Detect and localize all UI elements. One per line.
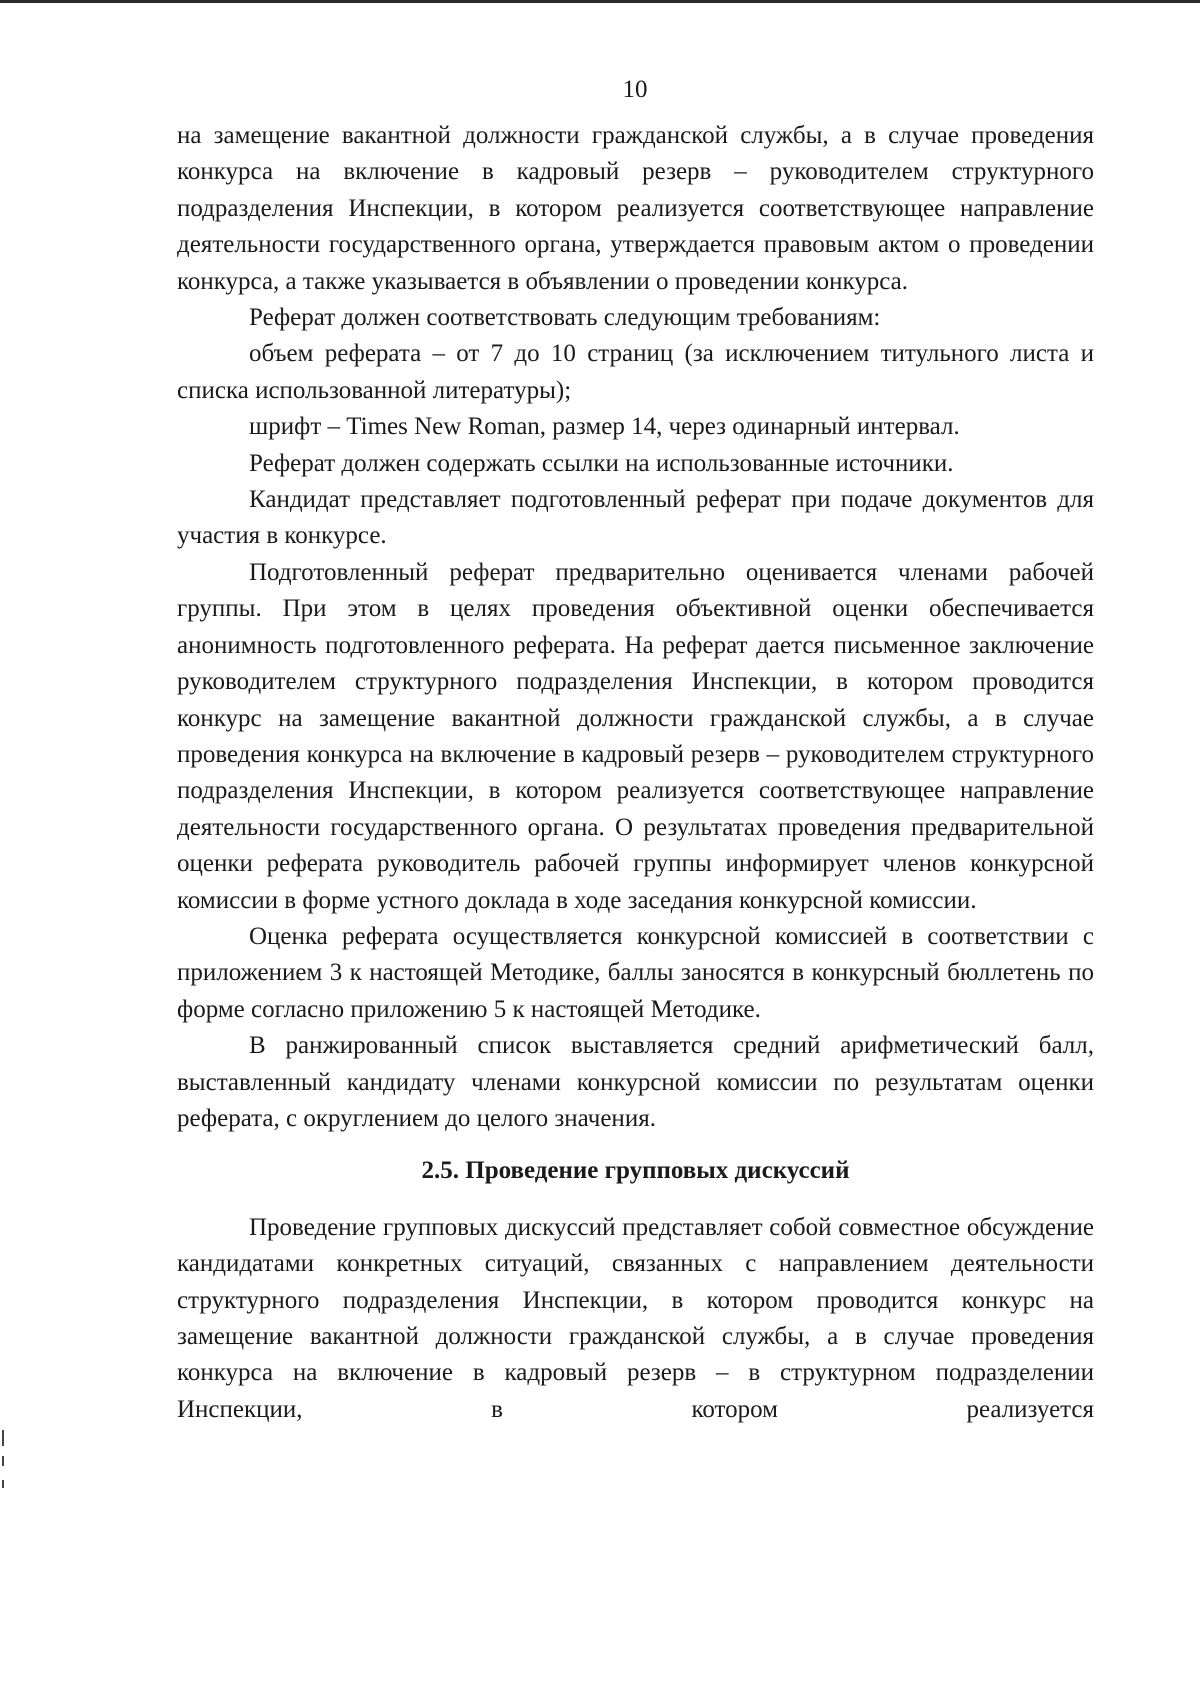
scan-mark (2, 1480, 4, 1488)
paragraph-continuation: на замещение вакантной должности гражданской службы, а в случае проведения конкурса на включение в кадровый резерв – руководителем структурного подразделения Инспекции, в котором реализуется соответствующее направление деятельности государственного органа, утверждается правовым актом о проведении конкурса, а также указывается в объявлении о проведении конкурса. (177, 122, 1094, 295)
paragraph-group-discussions: Проведение групповых дискуссий представляет собой совместное обсуждение кандидатами конкретных ситуаций, связанных с направлением деятельности структурного подразделения Инспекции, в котором проводится конкурс на замещение вакантной должности гражданской службы, а в случае проведения конкурса на включение в кадровый резерв – в структурном подразделении Инспекции, в котором реализуется (177, 1213, 1094, 1423)
scan-top-edge (0, 0, 1200, 3)
scan-mark (2, 1430, 4, 1446)
paragraph-submission: Кандидат представляет подготовленный реферат при подаче документов для участия в конкурсе. (177, 486, 1094, 550)
scan-mark (2, 1456, 4, 1466)
paragraph-commission-evaluation: Оценка реферата осуществляется конкурсной комиссией в соответствии с приложением 3 к настоящей Методике, баллы заносятся в конкурсный бюллетень по форме согласно приложению 5 к настоящей Методике. (177, 922, 1094, 1023)
page-number: 10 (622, 76, 648, 103)
paragraph-ranking: В ранжированный список выставляется средний арифметический балл, выставленный кандидату членами конкурсной комиссии по результатам оценки реферата, с округлением до целого значения. (177, 1032, 1094, 1132)
section-heading: 2.5. Проведение групповых дискуссий (421, 1157, 850, 1185)
document-body (177, 118, 1094, 1428)
paragraph-requirements-intro: Реферат должен соответствовать следующим требованиям: (249, 304, 881, 332)
paragraph-volume-requirement: объем реферата – от 7 до 10 страниц (за исключением титульного листа и списка использованной литературы); (177, 340, 1094, 404)
paragraph-font-requirement: шрифт – Times New Roman, размер 14, через одинарный интервал. (249, 413, 960, 441)
paragraph-preliminary-evaluation: Подготовленный реферат предварительно оценивается членами рабочей группы. При этом в целях проведения объективной оценки обеспечивается анонимность подготовленного реферата. На реферат дается письменное заключение руководителем структурного подразделения Инспекции, в котором проводится конкурс на замещение вакантной должности гражданской службы, а в случае проведения конкурса на включение в кадровый резерв – руководителем структурного подразделения Инспекции, в котором реализуется соответствующее направление деятельности государственного органа. О результатах проведения предварительной оценки реферата руководитель рабочей группы информирует членов конкурсной комиссии в форме устного доклада в ходе заседания конкурсной комиссии. (177, 558, 1094, 914)
paragraph-references-requirement: Реферат должен содержать ссылки на использованные источники. (249, 449, 954, 477)
